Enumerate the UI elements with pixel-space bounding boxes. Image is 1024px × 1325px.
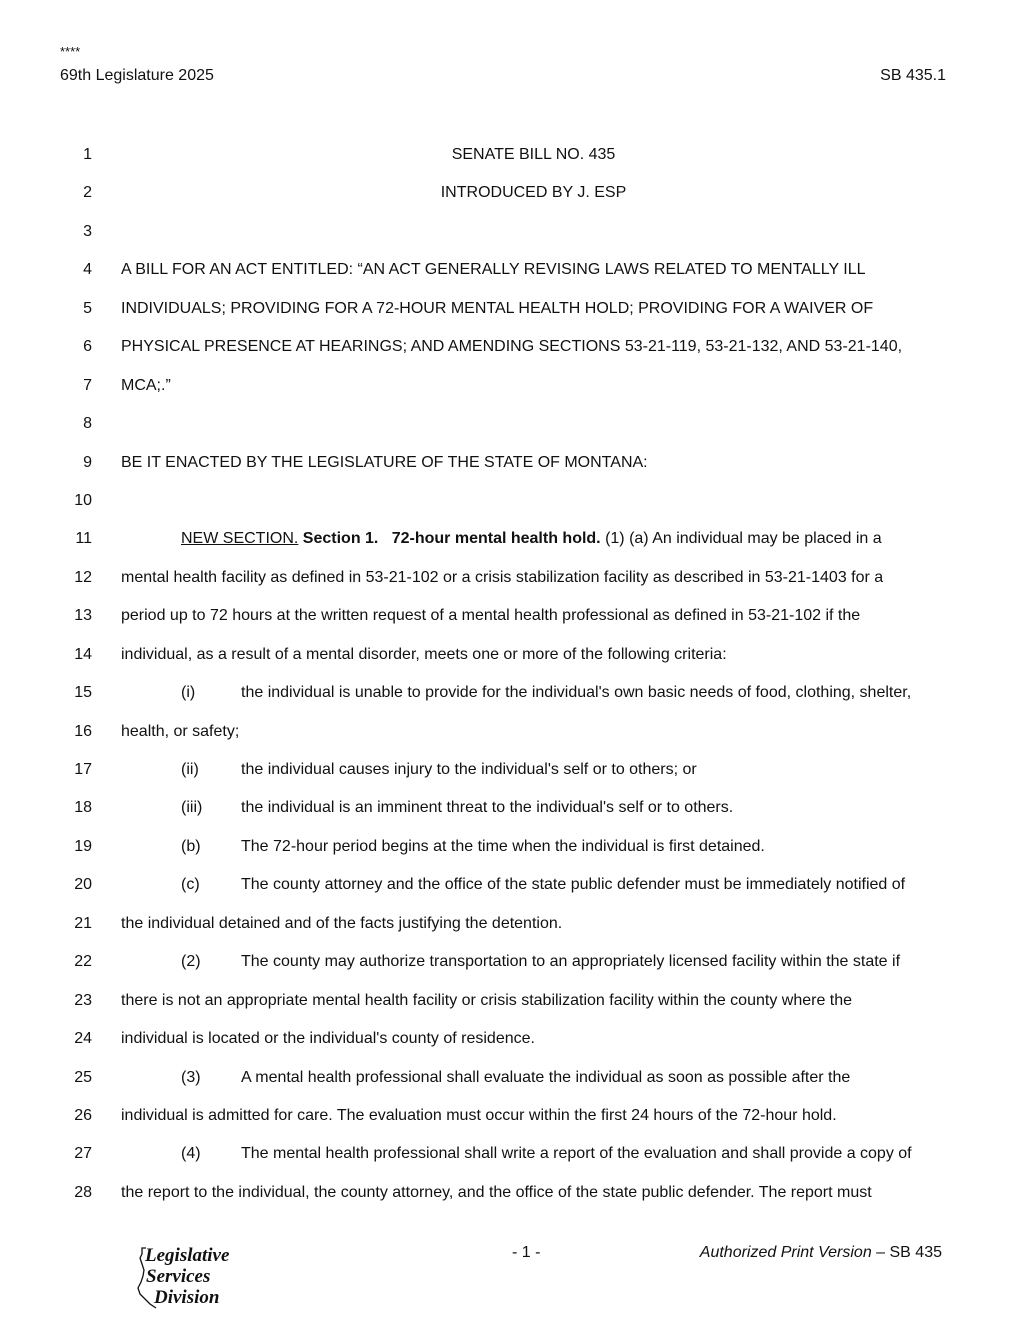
section-text: (1) (a) An individual may be placed in a (600, 530, 882, 548)
line-10 (0, 482, 1024, 520)
line-28 (0, 1174, 1024, 1212)
line-20 (0, 866, 1024, 904)
line-7 (0, 367, 1024, 405)
new-section-label: NEW SECTION. (181, 530, 299, 548)
line-25 (0, 1059, 1024, 1097)
line-number: 15 (74, 684, 92, 702)
line-1 (0, 136, 1024, 174)
subsection-label: (iii) (181, 799, 203, 817)
line-9 (0, 444, 1024, 482)
line-text: The 72-hour period begins at the time when the individual is first detained. (241, 837, 765, 855)
line-number: 25 (74, 1068, 92, 1086)
line-number: 1 (83, 146, 92, 163)
bill-body (0, 136, 1024, 1212)
line-number: 8 (83, 415, 92, 433)
header-stars: **** (60, 44, 81, 59)
line-text: PHYSICAL PRESENCE AT HEARINGS; AND AMENDING SECTIONS 53-21-119, 53-21-132, AND 53-21-140, (121, 338, 903, 356)
line-number: 4 (83, 261, 92, 279)
line-11 (0, 520, 1024, 558)
line-13 (0, 597, 1024, 635)
line-12 (0, 559, 1024, 597)
line-text: A mental health professional shall evaluate the individual as soon as possible after the (241, 1068, 851, 1086)
auth-label: Authorized Print Version (699, 1244, 872, 1261)
line-text: the individual detained and of the facts justifying the detention. (121, 914, 563, 932)
line-text: A BILL FOR AN ACT ENTITLED: “AN ACT GENERALLY REVISING LAWS RELATED TO MENTALLY ILL (121, 261, 866, 279)
section-heading: 72-hour mental health hold. (391, 530, 601, 548)
line-text: individual is admitted for care. The evaluation must occur within the first 24 hours of the 72-hour hold. (121, 1106, 837, 1124)
logo-text: Division (154, 1287, 220, 1308)
line-6 (0, 328, 1024, 366)
subsection-label: (3) (181, 1068, 201, 1086)
line-14 (0, 636, 1024, 674)
logo-text: Services (146, 1266, 211, 1287)
line-16 (0, 713, 1024, 751)
line-22 (0, 943, 1024, 981)
line-number: 5 (83, 299, 92, 317)
line-number: 26 (74, 1106, 92, 1124)
enacting-clause: BE IT ENACTED BY THE LEGISLATURE OF THE STATE OF MONTANA: (121, 453, 648, 471)
line-text: the individual is an imminent threat to the individual's self or to others. (241, 799, 734, 817)
subsection-label: (2) (181, 953, 201, 971)
line-number: 10 (74, 491, 92, 509)
line-number: 21 (74, 914, 92, 932)
line-number: 23 (74, 991, 92, 1009)
subsection-label: (4) (181, 1145, 201, 1163)
line-23 (0, 982, 1024, 1020)
line-8 (0, 405, 1024, 443)
authorized-print-version (700, 1244, 942, 1262)
line-text: mental health facility as defined in 53-21-102 or a crisis stabilization facility as described in 53-21-1403 for a (121, 568, 884, 586)
bill-version: SB 435.1 (880, 67, 946, 84)
line-text: there is not an appropriate mental health facility or crisis stabilization facility within the county where the (121, 991, 853, 1009)
legislative-services-division-logo (136, 1246, 246, 1312)
line-text: The mental health professional shall write a report of the evaluation and shall provide a copy of (241, 1145, 912, 1163)
line-number: 22 (74, 953, 92, 971)
line-text: The county may authorize transportation to an appropriately licensed facility within the state if (241, 953, 901, 971)
bill-title: SENATE BILL NO. 435 (451, 146, 616, 163)
page-number: - 1 - (512, 1244, 541, 1261)
line-number: 28 (74, 1183, 92, 1201)
line-number: 3 (83, 222, 92, 240)
subsection-label: (i) (181, 684, 196, 702)
auth-bill: – SB 435 (871, 1244, 942, 1261)
line-number: 7 (83, 376, 92, 394)
line-text: INDIVIDUALS; PROVIDING FOR A 72-HOUR MENTAL HEALTH HOLD; PROVIDING FOR A WAIVER OF (121, 299, 874, 317)
line-3 (0, 213, 1024, 251)
line-number: 17 (74, 761, 92, 778)
line-text: individual, as a result of a mental disorder, meets one or more of the following criteria: (121, 645, 727, 663)
line-text: individual is located or the individual's county of residence. (121, 1030, 535, 1048)
line-4 (0, 251, 1024, 289)
line-text: the individual is unable to provide for the individual's own basic needs of food, clothing, shelter, (241, 684, 912, 702)
line-text: health, or safety; (121, 722, 240, 740)
line-number: 19 (74, 837, 92, 855)
line-number: 9 (83, 453, 92, 471)
line-18 (0, 789, 1024, 827)
line-24 (0, 1020, 1024, 1058)
legislature-session: 69th Legislature 2025 (60, 67, 214, 84)
line-21 (0, 905, 1024, 943)
line-number: 14 (74, 645, 92, 663)
line-2 (0, 174, 1024, 212)
line-19 (0, 828, 1024, 866)
line-text: MCA;.” (121, 376, 171, 394)
line-15 (0, 674, 1024, 712)
line-text (121, 529, 946, 549)
line-27 (0, 1135, 1024, 1173)
line-number: 20 (74, 876, 92, 894)
line-26 (0, 1097, 1024, 1135)
subsection-label: (ii) (181, 761, 199, 778)
line-text: the individual causes injury to the individual's self or to others; or (241, 761, 697, 778)
line-number: 16 (74, 722, 92, 740)
line-text: The county attorney and the office of the state public defender must be immediately notified of (241, 876, 906, 894)
line-number: 13 (74, 607, 92, 625)
line-number: 18 (74, 799, 92, 817)
line-number: 11 (75, 530, 92, 548)
subsection-label: (b) (181, 837, 201, 855)
line-number: 2 (83, 184, 92, 202)
line-5 (0, 290, 1024, 328)
line-17 (0, 751, 1024, 789)
line-text: the report to the individual, the county attorney, and the office of the state public defender. The report must (121, 1183, 872, 1201)
line-number: 6 (83, 338, 92, 356)
line-text: period up to 72 hours at the written request of a mental health professional as defined in 53-21-102 if the (121, 607, 861, 625)
logo-text: Legislative (145, 1245, 230, 1266)
line-number: 24 (74, 1030, 92, 1048)
section-number: Section 1. (302, 530, 379, 548)
subsection-label: (c) (181, 876, 200, 894)
bill-sponsor: INTRODUCED BY J. ESP (440, 184, 627, 202)
line-number: 27 (74, 1145, 92, 1163)
line-number: 12 (74, 568, 92, 586)
